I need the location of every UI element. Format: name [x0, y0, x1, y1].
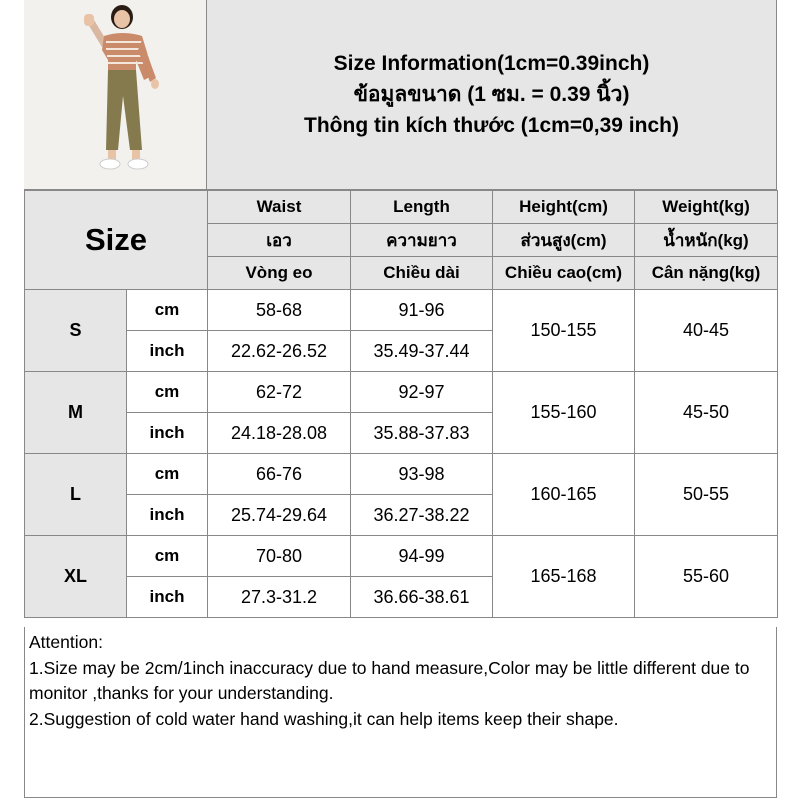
height-value: 160-165 [493, 454, 635, 536]
unit-label: cm [127, 536, 208, 577]
notes-item-2: 2.Suggestion of cold water hand washing,it can help items keep their shape. [29, 708, 619, 729]
weight-header-en: Weight(kg) [635, 191, 778, 224]
size-label: XL [25, 536, 127, 618]
waist-header-th: เอว [208, 224, 351, 257]
weight-value: 45-50 [635, 372, 778, 454]
unit-label: cm [127, 454, 208, 495]
table-row [25, 290, 778, 331]
length-cm: 93-98 [351, 454, 493, 495]
waist-cm: 58-68 [208, 290, 351, 331]
waist-inch: 25.74-29.64 [208, 495, 351, 536]
waist-header-en: Waist [208, 191, 351, 224]
height-header-en: Height(cm) [493, 191, 635, 224]
header-title-en: Size Information(1cm=0.39inch) [333, 52, 650, 75]
unit-label: inch [127, 413, 208, 454]
attention-notes [24, 627, 777, 798]
table-row [25, 454, 778, 495]
notes-item-1: 1.Size may be 2cm/1inch inaccuracy due to hand measure,Color may be little different due to monitor ,thanks for your understanding. [29, 657, 750, 703]
length-inch: 35.88-37.83 [351, 413, 493, 454]
model-photo [24, 0, 207, 190]
length-cm: 94-99 [351, 536, 493, 577]
waist-inch: 24.18-28.08 [208, 413, 351, 454]
length-cm: 92-97 [351, 372, 493, 413]
length-inch: 36.27-38.22 [351, 495, 493, 536]
weight-value: 55-60 [635, 536, 778, 618]
unit-label: inch [127, 495, 208, 536]
header-title-th: ข้อมูลขนาด (1 ซม. = 0.39 นิ้ว) [353, 83, 630, 106]
height-header-th: ส่วนสูง(cm) [493, 224, 635, 257]
table-row [25, 536, 778, 577]
length-inch: 36.66-38.61 [351, 577, 493, 618]
size-label: L [25, 454, 127, 536]
header-row-en [25, 191, 778, 224]
weight-value: 50-55 [635, 454, 778, 536]
length-cm: 91-96 [351, 290, 493, 331]
waist-inch: 27.3-31.2 [208, 577, 351, 618]
waist-cm: 70-80 [208, 536, 351, 577]
unit-label: cm [127, 290, 208, 331]
weight-header-th: น้ำหนัก(kg) [635, 224, 778, 257]
size-table [24, 190, 778, 618]
waist-inch: 22.62-26.52 [208, 331, 351, 372]
waist-cm: 66-76 [208, 454, 351, 495]
length-header-en: Length [351, 191, 493, 224]
size-column-header: Size [25, 191, 208, 290]
height-value: 155-160 [493, 372, 635, 454]
height-value: 165-168 [493, 536, 635, 618]
height-value: 150-155 [493, 290, 635, 372]
weight-header-vi: Cân nặng(kg) [635, 257, 778, 290]
unit-label: cm [127, 372, 208, 413]
weight-value: 40-45 [635, 290, 778, 372]
size-label: S [25, 290, 127, 372]
header-title-vi: Thông tin kích thước (1cm=0,39 inch) [304, 114, 679, 137]
length-header-th: ความยาว [351, 224, 493, 257]
size-label: M [25, 372, 127, 454]
notes-title: Attention: [29, 632, 103, 652]
length-inch: 35.49-37.44 [351, 331, 493, 372]
model-illustration [24, 0, 207, 190]
waist-header-vi: Vòng eo [208, 257, 351, 290]
unit-label: inch [127, 577, 208, 618]
table-row [25, 372, 778, 413]
length-header-vi: Chiều dài [351, 257, 493, 290]
height-header-vi: Chiều cao(cm) [493, 257, 635, 290]
unit-label: inch [127, 331, 208, 372]
size-info-header [207, 0, 777, 190]
waist-cm: 62-72 [208, 372, 351, 413]
